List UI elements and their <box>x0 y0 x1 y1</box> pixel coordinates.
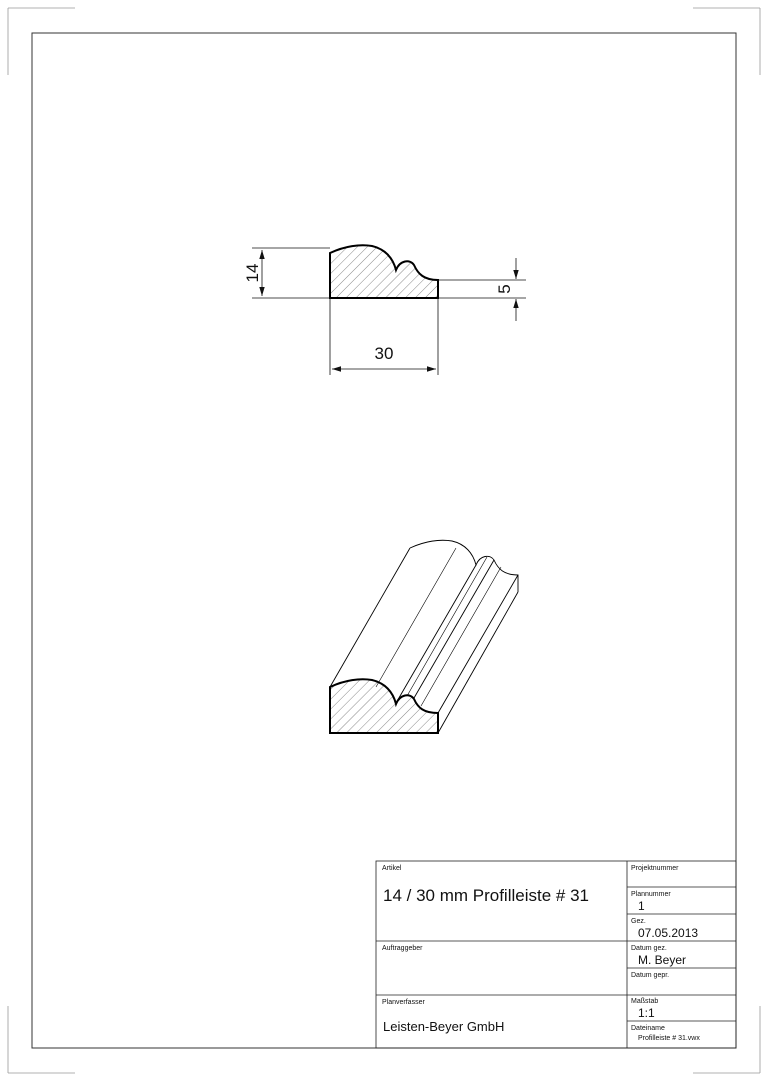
profile-section <box>330 245 438 298</box>
dimension-width-label: 30 <box>374 344 394 363</box>
dimension-height <box>252 248 330 298</box>
crop-marks <box>8 8 760 1073</box>
planverfasser-label: Planverfasser <box>382 999 425 1006</box>
datum-gez-value: M. Beyer <box>638 953 687 967</box>
datum-gepr-label: Datum gepr. <box>631 972 670 979</box>
artikel-value: 14 / 30 mm Profilleiste # 31 <box>383 886 589 905</box>
dateiname-label: Dateiname <box>631 1025 665 1032</box>
auftraggeber-label: Auftraggeber <box>382 945 423 952</box>
artikel-label: Artikel <box>382 865 402 872</box>
projektnummer-label: Projektnummer <box>631 865 679 872</box>
gez-label: Gez. <box>631 918 646 925</box>
profile-isometric-view <box>330 540 518 733</box>
plannummer-label: Plannummer <box>631 891 671 898</box>
dimension-width <box>330 298 438 375</box>
dimension-step-label: 5 <box>495 284 514 294</box>
dateiname-value: Profilleiste # 31.vwx <box>638 1035 700 1042</box>
planverfasser-value: Leisten-Beyer GmbH <box>383 1019 505 1034</box>
datum-gez-label: Datum gez. <box>631 945 667 952</box>
massstab-label: Maßstab <box>631 998 659 1005</box>
profile-front-face <box>330 679 438 733</box>
dimension-height-label: 14 <box>243 263 262 283</box>
massstab-value: 1:1 <box>638 1006 655 1020</box>
plannummer-value: 1 <box>638 899 645 913</box>
profile-section-view <box>243 245 526 375</box>
gez-value: 07.05.2013 <box>638 926 699 940</box>
